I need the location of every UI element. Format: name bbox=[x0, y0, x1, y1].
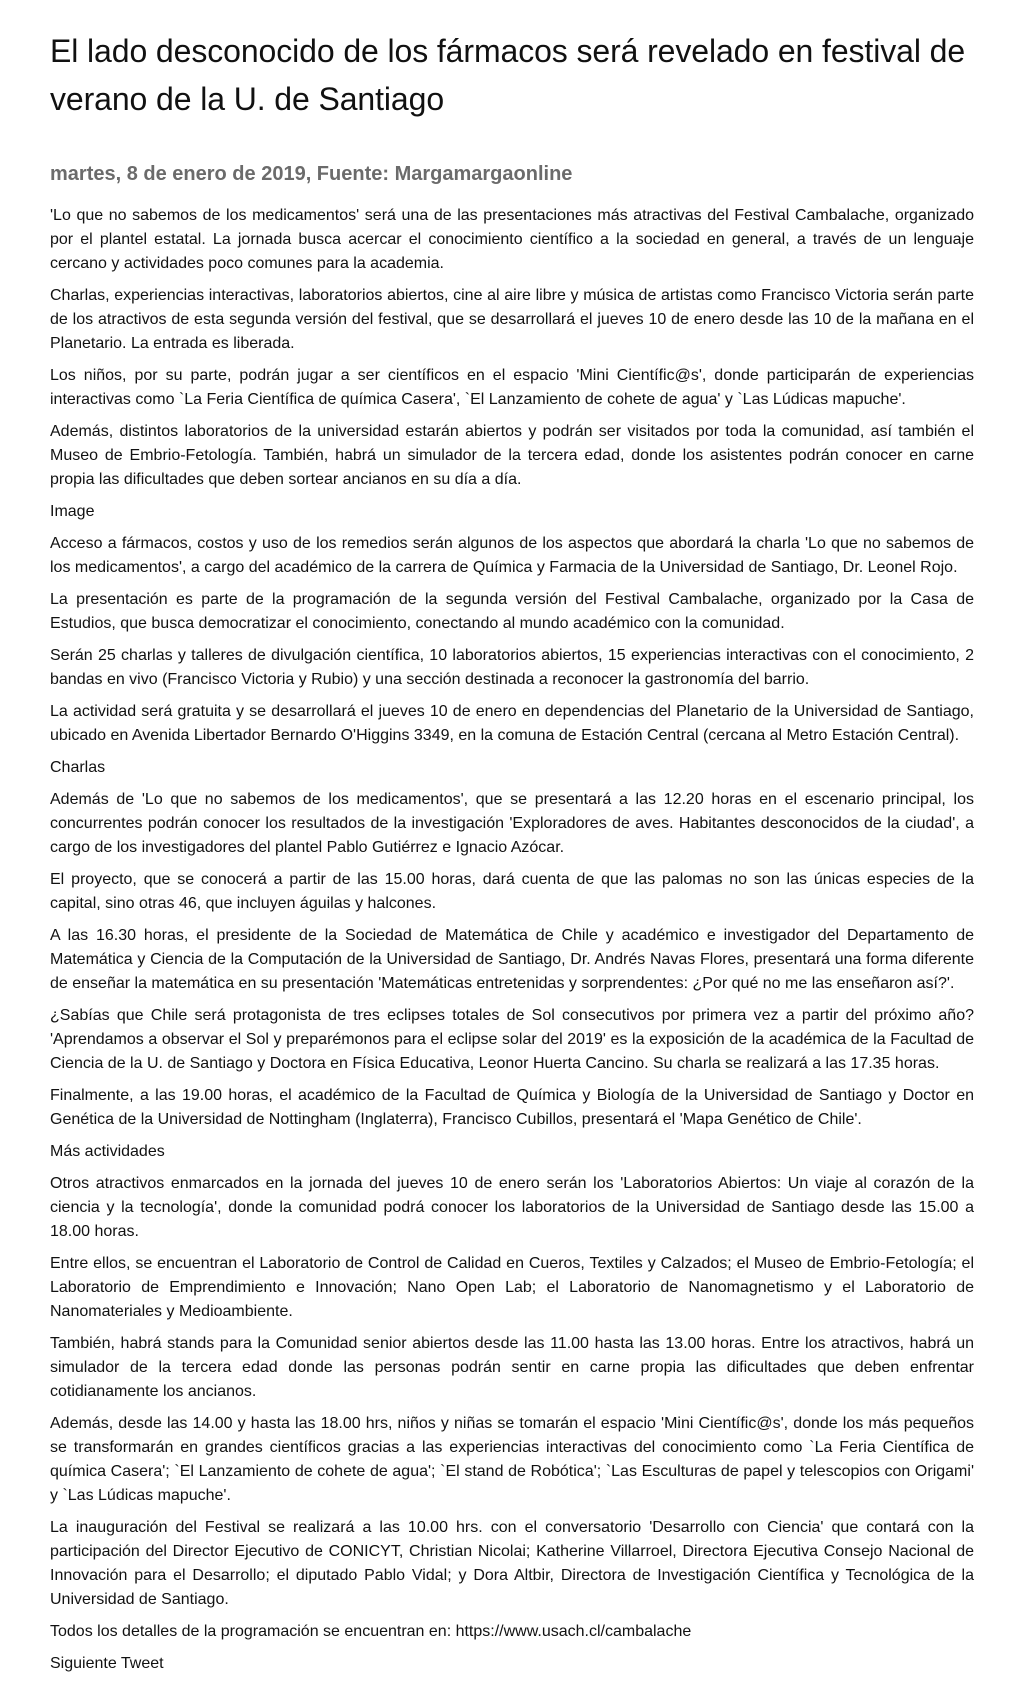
article-date-source: martes, 8 de enero de 2019, Fuente: Margamargaonline bbox=[50, 163, 573, 185]
paragraph: La actividad será gratuita y se desarrollará el jueves 10 de enero en dependencias del Planetario de la Universidad de Santiago, ubicado en Avenida Libertador Bernardo O'Higgins 3349, en la comuna de Estación Central (cercana al Metro Estación Central). bbox=[50, 703, 974, 744]
paragraph: Acceso a fármacos, costos y uso de los remedios serán algunos de los aspectos que abordará la charla 'Lo que no sabemos de los medicamentos', a cargo del académico de la carrera de Química y Farmacia de la Universidad de Santiago, Dr. Leonel Rojo. bbox=[50, 535, 974, 576]
paragraph: Finalmente, a las 19.00 horas, el académico de la Facultad de Química y Biología de la Universidad de Santiago y Doctor en Genética de la Universidad de Nottingham (Inglaterra), Francisco Cubillos, presentará el 'Mapa Genético de Chile'. bbox=[50, 1087, 974, 1128]
paragraph: Además, desde las 14.00 y hasta las 18.00 hrs, niños y niñas se tomarán el espacio 'Mini Científic@s', donde los más pequeños se transformarán en grandes científicos gracias a las experiencias interactivas del conocimiento como `La Feria Científica de química Casera'; `El Lanzamiento de cohete de agua'; `El stand de Robótica'; `Las Esculturas de papel y telescopios con Origami' y `Las Lúdicas mapuche'. bbox=[50, 1415, 974, 1504]
next-tweet-link[interactable]: Siguiente Tweet bbox=[50, 1655, 164, 1672]
paragraph: ¿Sabías que Chile será protagonista de tres eclipses totales de Sol consecutivos por primera vez a partir del próximo año? 'Aprendamos a observar el Sol y preparémonos para el eclipse solar del 2019' es la exposición de la académica de la Facultad de Ciencia de la U. de Santiago y Doctora en Física Educativa, Leonor Huerta Cancino. Su charla se realizará a las 17.35 horas. bbox=[50, 1007, 974, 1072]
paragraph: Otros atractivos enmarcados en la jornada del jueves 10 de enero serán los 'Laboratorios Abiertos: Un viaje al corazón de la ciencia y la tecnología', donde la comunidad podrá conocer los laboratorios de la Universidad de Santiago desde las 15.00 a 18.00 horas. bbox=[50, 1175, 974, 1240]
paragraph: Además de 'Lo que no sabemos de los medicamentos', que se presentará a las 12.20 horas en el escenario principal, los concurrentes podrán conocer los resultados de la investigación 'Exploradores de aves. Habitantes desconocidos de la ciudad', a cargo de los investigadores del plantel Pablo Gutiérrez e Ignacio Azócar. bbox=[50, 791, 974, 856]
paragraph-intro: 'Lo que no sabemos de los medicamentos' será una de las presentaciones más atractivas del Festival Cambalache, organizado por el plantel estatal. La jornada busca acercar el conocimiento científico a la sociedad en general, a través de un lenguaje cercano y actividades poco comunes para la academia. bbox=[50, 207, 974, 272]
article-body bbox=[50, 204, 974, 1676]
paragraph: La presentación es parte de la programación de la segunda versión del Festival Cambalache, organizado por la Casa de Estudios, que busca democratizar el conocimiento, conectando al mundo académico con la comunidad. bbox=[50, 591, 974, 632]
program-details-link-text: Todos los detalles de la programación se encuentran en: https://www.usach.cl/cambalache bbox=[50, 1623, 692, 1640]
section-heading-mas-actividades: Más actividades bbox=[50, 1143, 165, 1160]
paragraph: A las 16.30 horas, el presidente de la Sociedad de Matemática de Chile y académico e investigador del Departamento de Matemática y Ciencia de la Computación de la Universidad de Santiago, Dr. Andrés Navas Flores, presentará una forma diferente de enseñar la matemática en su presentación 'Matemáticas entretenidas y sorprendentes: ¿Por qué no me las enseñaron así?'. bbox=[50, 927, 974, 992]
article-title: El lado desconocido de los fármacos será revelado en festival de verano de la U. de Santiago bbox=[50, 33, 966, 117]
paragraph: También, habrá stands para la Comunidad senior abiertos desde las 11.00 hasta las 13.00 horas. Entre los atractivos, habrá un simulador de la tercera edad donde las personas podrán sentir en carne propia las dificultades que deben enfrentar cotidianamente los ancianos. bbox=[50, 1335, 974, 1400]
image-placeholder-text: Image bbox=[50, 503, 95, 520]
paragraph: El proyecto, que se conocerá a partir de las 15.00 horas, dará cuenta de que las palomas no son las únicas especies de la capital, sino otras 46, que incluyen águilas y halcones. bbox=[50, 871, 974, 912]
paragraph: Los niños, por su parte, podrán jugar a ser científicos en el espacio 'Mini Científic@s', donde participarán de experiencias interactivas como `La Feria Científica de química Casera', `El Lanzamiento de cohete de agua' y `Las Lúdicas mapuche'. bbox=[50, 367, 974, 408]
paragraph: Charlas, experiencias interactivas, laboratorios abiertos, cine al aire libre y música de artistas como Francisco Victoria serán parte de los atractivos de esta segunda versión del festival, que se desarrollará el jueves 10 de enero desde las 10 de la mañana en el Planetario. La entrada es liberada. bbox=[50, 287, 974, 352]
paragraph: La inauguración del Festival se realizará a las 10.00 hrs. con el conversatorio 'Desarrollo con Ciencia' que contará con la participación del Director Ejecutivo de CONICYT, Christian Nicolai; Katherine Villarroel, Directora Ejecutiva Consejo Nacional de Innovación para el Desarrollo; el diputado Pablo Vidal; y Dora Altbir, Directora de Investigación Científica y Tecnológica de la Universidad de Santiago. bbox=[50, 1519, 974, 1608]
paragraph: Serán 25 charlas y talleres de divulgación científica, 10 laboratorios abiertos, 15 experiencias interactivas con el conocimiento, 2 bandas en vivo (Francisco Victoria y Rubio) y una sección destinada a reconocer la gastronomía del barrio. bbox=[50, 647, 974, 688]
paragraph: Entre ellos, se encuentran el Laboratorio de Control de Calidad en Cueros, Textiles y Calzados; el Museo de Embrio-Fetología; el Laboratorio de Emprendimiento e Innovación; Nano Open Lab; el Laboratorio de Nanomagnetismo y el Laboratorio de Nanomateriales y Medioambiente. bbox=[50, 1255, 974, 1320]
section-heading-charlas: Charlas bbox=[50, 759, 106, 776]
paragraph: Además, distintos laboratorios de la universidad estarán abiertos y podrán ser visitados por toda la comunidad, así también el Museo de Embrio-Fetología. También, habrá un simulador de la tercera edad, donde los asistentes podrán conocer en carne propia las dificultades que deben sortear ancianos en su día a día. bbox=[50, 423, 974, 488]
